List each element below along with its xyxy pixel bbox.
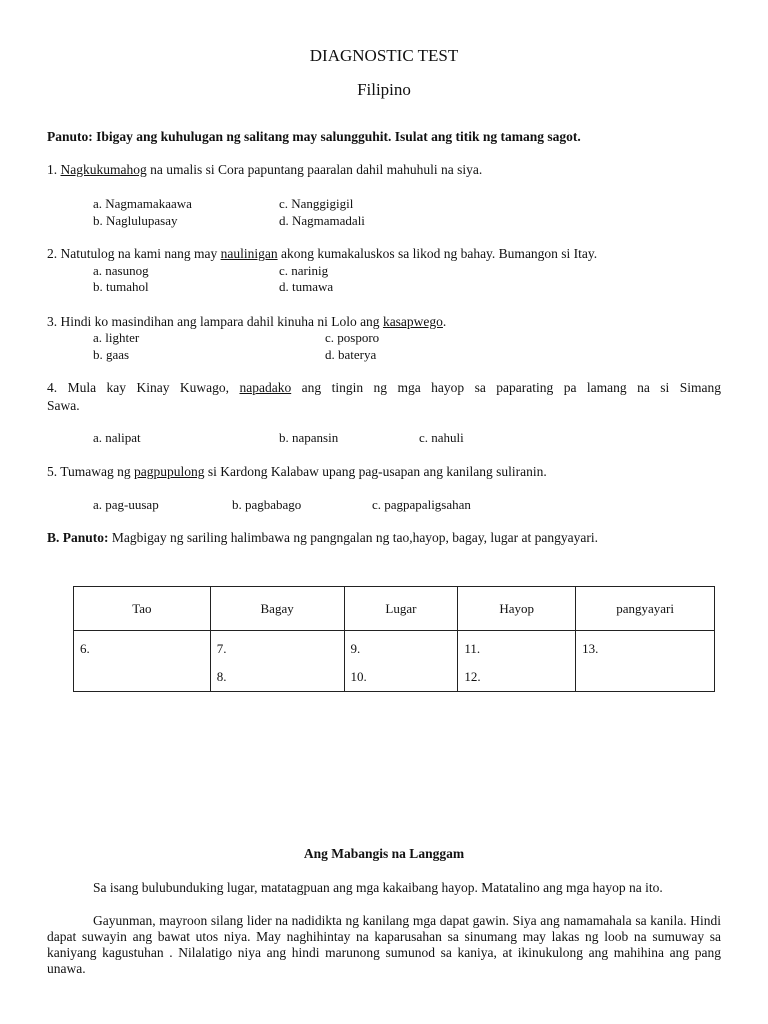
option-c: c. pagpapaligsahan bbox=[372, 497, 471, 512]
item-number: 12. bbox=[464, 669, 481, 684]
answer-cell-pangyayari[interactable] bbox=[576, 631, 715, 692]
underlined-word: naulinigan bbox=[220, 246, 278, 261]
option-d: d. baterya bbox=[325, 347, 377, 362]
item-number: 11. bbox=[464, 641, 481, 656]
option-a: a. nalipat bbox=[93, 430, 141, 445]
item-number: 9. bbox=[350, 641, 361, 656]
table-header-row bbox=[74, 587, 715, 631]
item-number: 6. bbox=[80, 641, 90, 656]
story-paragraph-1: Sa isang bulubunduking lugar, matatagpuan ang mga kakaibang hayop. Matatalino ang mga hayop na ito. bbox=[93, 880, 663, 895]
question-text: 2. Natutulog na kami nang may bbox=[47, 246, 221, 261]
underlined-word: kasapwego bbox=[382, 314, 443, 329]
answer-cell-bagay[interactable] bbox=[210, 631, 344, 692]
column-header-tao: Tao bbox=[74, 587, 211, 631]
option-b: b. pagbabago bbox=[232, 497, 302, 512]
answer-cell-tao[interactable] bbox=[74, 631, 211, 692]
option-c: c. nahuli bbox=[419, 430, 464, 445]
question-2 bbox=[47, 246, 597, 262]
question-text: 5. Tumawag ng bbox=[47, 464, 135, 479]
question-number: 1. bbox=[47, 162, 58, 177]
column-header-pangyayari: pangyayari bbox=[576, 587, 715, 631]
option-c: c. posporo bbox=[325, 330, 380, 345]
question-5 bbox=[47, 464, 547, 480]
story-paragraph-2: Gayunman, mayroon silang lider na nadidikta ng kanilang mga dapat gawin. Siya ang namamahala sa kanila. Hindi dapat suwayin ang bawat utos niya. May naghihintay na kaparusahan sa sinumang may lakas ng loob na sumuway sa kaniyang kagustuhan . Nilalatigo niya ang hindi marunong sumunod sa kaniya, at ikinukulong ang mahihina ang pang unawa. bbox=[47, 913, 721, 976]
option-d: d. Nagmamadali bbox=[279, 213, 365, 228]
option-a: a. pag-uusap bbox=[93, 497, 159, 512]
question-text: si Kardong Kalabaw upang pag-usapan ang kanilang suliranin. bbox=[204, 464, 547, 479]
option-d: d. tumawa bbox=[279, 279, 334, 294]
part-a-directions: Panuto: Ibigay ang kuhulugan ng salitang may salungguhit. Isulat ang titik ng tamang sagot. bbox=[47, 129, 581, 144]
question-text: ang tingin ng mga hayop sa paparating pa lamang na si Simang bbox=[291, 380, 721, 395]
option-b: b. gaas bbox=[93, 347, 130, 362]
option-a: a. lighter bbox=[93, 330, 140, 345]
item-number: 8. bbox=[216, 669, 227, 684]
page-subtitle: Filipino bbox=[357, 80, 411, 99]
answer-cell-hayop[interactable] bbox=[458, 631, 576, 692]
underlined-word: napadako bbox=[239, 380, 292, 395]
underlined-word: pagpupulong bbox=[134, 464, 205, 479]
column-header-bagay: Bagay bbox=[210, 587, 344, 631]
table-row bbox=[74, 631, 715, 692]
part-b-text: Magbigay ng sariling halimbawa ng pangngalan ng tao,hayop, bagay, lugar at pangyayari. bbox=[108, 530, 598, 545]
question-1 bbox=[47, 162, 482, 178]
story-title: Ang Mabangis na Langgam bbox=[303, 846, 465, 861]
question-text: 3. Hindi ko masindihan ang lampara dahil kinuha ni Lolo ang bbox=[47, 314, 383, 329]
question-3 bbox=[47, 314, 446, 330]
question-text: na umalis si Cora papuntang paaralan dahil mahuhuli na siya. bbox=[146, 162, 483, 177]
item-number: 10. bbox=[350, 669, 367, 684]
item-number: 7. bbox=[216, 641, 227, 656]
option-b: b. napansin bbox=[279, 430, 339, 445]
option-b: b. Naglulupasay bbox=[93, 213, 178, 228]
option-a: a. nasunog bbox=[93, 263, 149, 278]
question-text: . bbox=[442, 314, 447, 329]
question-4 bbox=[47, 380, 721, 396]
part-b-directions bbox=[47, 530, 598, 546]
question-text: 4. Mula kay Kinay Kuwago, bbox=[47, 380, 240, 395]
column-header-lugar: Lugar bbox=[344, 587, 458, 631]
column-header-hayop: Hayop bbox=[458, 587, 576, 631]
question-text: akong kumakaluskos sa likod ng bahay. Bumangon si Itay. bbox=[277, 246, 598, 261]
part-b-label: B. Panuto: bbox=[47, 530, 109, 545]
option-a: a. Nagmamakaawa bbox=[93, 196, 192, 211]
item-number: 13. bbox=[582, 641, 599, 656]
option-c: c. narinig bbox=[279, 263, 329, 278]
underlined-word: Nagkukumahog bbox=[60, 162, 147, 177]
question-4-continuation: Sawa. bbox=[47, 398, 80, 413]
answer-cell-lugar[interactable] bbox=[344, 631, 458, 692]
option-b: b. tumahol bbox=[93, 279, 149, 294]
page-title: DIAGNOSTIC TEST bbox=[309, 46, 459, 65]
answer-table bbox=[73, 586, 715, 692]
option-c: c. Nanggigigil bbox=[279, 196, 354, 211]
